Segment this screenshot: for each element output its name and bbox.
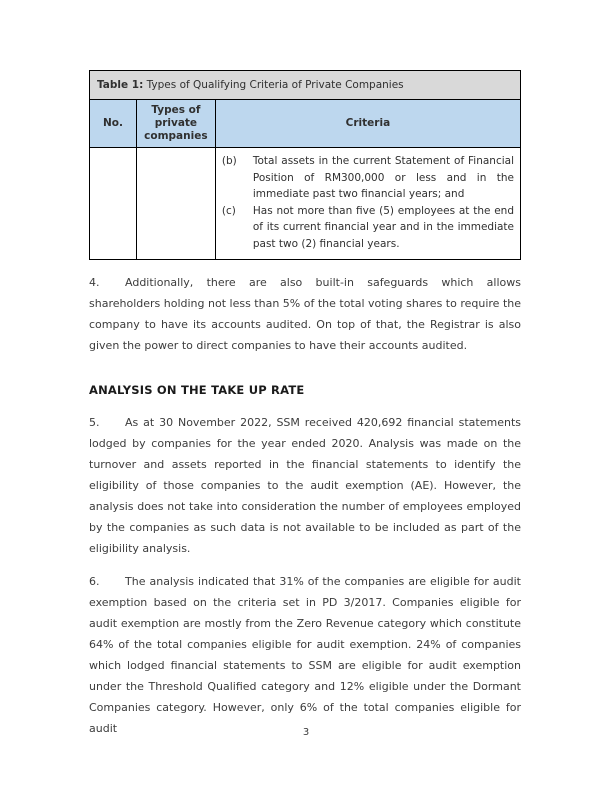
column-header-criteria: Criteria: [215, 100, 520, 148]
qualifying-criteria-table: [89, 70, 521, 260]
paragraph-4-text: Additionally, there are also built-in safeguards which allows shareholders holding not less than 5% of the total voting shares to require the company to have its accounts audited. On top of that, the Registrar is also given the power to direct companies to have their accounts audited.: [89, 276, 522, 352]
cell-criteria: [215, 148, 520, 260]
table-title-row: [90, 71, 521, 100]
paragraph-6-number: 6.: [89, 575, 100, 588]
section-heading: ANALYSIS ON THE TAKE UP RATE: [89, 383, 305, 397]
criteria-text-c: Has not more than five (5) employees at the end of its current financial year and in the immediate past two (2) financial years.: [252, 204, 514, 250]
table-title-text: Types of Qualifying Criteria of Private Companies: [146, 79, 404, 91]
paragraph-5-text: As at 30 November 2022, SSM received 420,692 financial statements lodged by companies for the year ended 2020. Analysis was made on the turnover and assets reported in the financial statements to identify the eligibility of those companies to the audit exemption (AE). However, the analysis does not take into consideration the number of employees employed by the companies as such data is not available to be included as part of the eligibility analysis.: [89, 416, 521, 555]
criteria-item-c: [222, 203, 514, 253]
paragraph-6-text: The analysis indicated that 31% of the companies are eligible for audit exemption based on the criteria set in PD 3/2017. Companies eligible for audit exemption are mostly from the Zero Revenue category which constitute 64% of the total companies eligible for audit exemption. 24% of companies which lodged financial statements to SSM are eligible for audit exemption under the Threshold Qualified category and 12% eligible under the Dormant Companies category. However, only 6% of the total companies eligible for audit: [89, 575, 521, 735]
criteria-item-b: [222, 153, 514, 203]
criteria-marker-b: (b): [221, 155, 237, 167]
table-header-row: [90, 100, 521, 148]
column-header-no: No.: [90, 100, 137, 148]
column-header-company-types: Types of private companies: [136, 100, 215, 148]
paragraph-5-number: 5.: [89, 416, 100, 429]
paragraph-4-number: 4.: [89, 276, 100, 289]
paragraph-6: [89, 571, 521, 739]
page-number: 3: [302, 727, 310, 738]
table-row: [90, 148, 521, 260]
paragraph-4: [89, 272, 521, 356]
table-title-label: Table 1:: [97, 79, 144, 91]
page-content: [89, 70, 521, 739]
table-title-cell: [90, 71, 521, 100]
paragraph-5: [89, 412, 521, 559]
cell-company-type: [136, 148, 215, 260]
criteria-marker-c: (c): [221, 204, 236, 217]
criteria-text-b: Total assets in the current Statement of Financial Position of RM300,000 or less and in the immediate past two financial years; and: [252, 155, 514, 200]
cell-no: [90, 148, 137, 260]
